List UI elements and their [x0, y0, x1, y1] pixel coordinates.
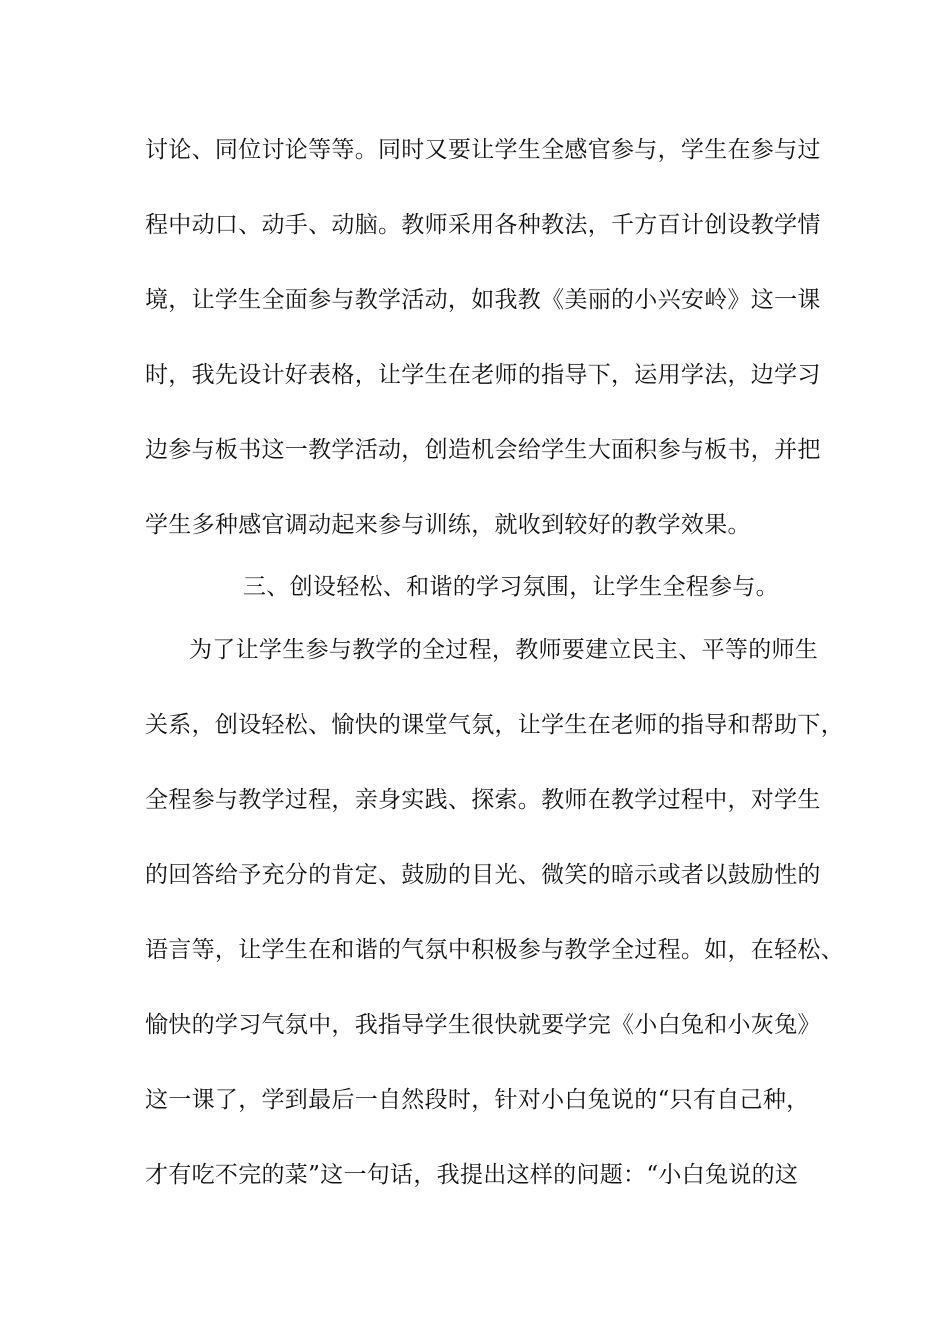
paragraph-1-line-6: 学生多种感官调动起来参与训练，就收到较好的教学效果。	[145, 512, 751, 538]
paragraph-2-line-1: 为了让学生参与教学的全过程，教师要建立民主、平等的师生	[189, 637, 819, 663]
paragraph-2-line-2: 关系，创设轻松、愉快的课堂气氛，让学生在老师的指导和帮助下，	[145, 712, 844, 738]
paragraph-1-line-1: 讨论、同位讨论等等。同时又要让学生全感官参与，学生在参与过	[145, 137, 821, 163]
paragraph-2-line-8: 才有吃不完的菜”这一句话，我提出这样的问题：“小白兔说的这	[145, 1162, 799, 1188]
paragraph-2-line-3: 全程参与教学过程，亲身实践、探索。教师在教学过程中，对学生	[145, 787, 821, 813]
paragraph-1-line-5: 边参与板书这一教学活动，创造机会给学生大面积参与板书，并把	[145, 437, 821, 463]
paragraph-2-line-4: 的回答给予充分的肯定、鼓励的目光、微笑的暗示或者以鼓励性的	[145, 862, 821, 888]
paragraph-2-line-7: 这一课了，学到最后一自然段时，针对小白兔说的“只有自己种，	[145, 1087, 810, 1113]
section-heading: 三、创设轻松、和谐的学习氛围，让学生全程参与。	[243, 574, 779, 600]
paragraph-2-line-5: 语言等，让学生在和谐的气氛中积极参与教学全过程。如，在轻松、	[145, 937, 844, 963]
paragraph-1-line-2: 程中动口、动手、动脑。教师采用各种教法，千方百计创设教学情	[145, 212, 821, 238]
paragraph-1-line-3: 境，让学生全面参与教学活动，如我教《美丽的小兴安岭》这一课	[145, 287, 821, 313]
paragraph-1-line-4: 时，我先设计好表格，让学生在老师的指导下，运用学法，边学习	[145, 362, 821, 388]
paragraph-2-line-6: 愉快的学习气氛中，我指导学生很快就要学完《小白兔和小灰兔》	[145, 1012, 821, 1038]
